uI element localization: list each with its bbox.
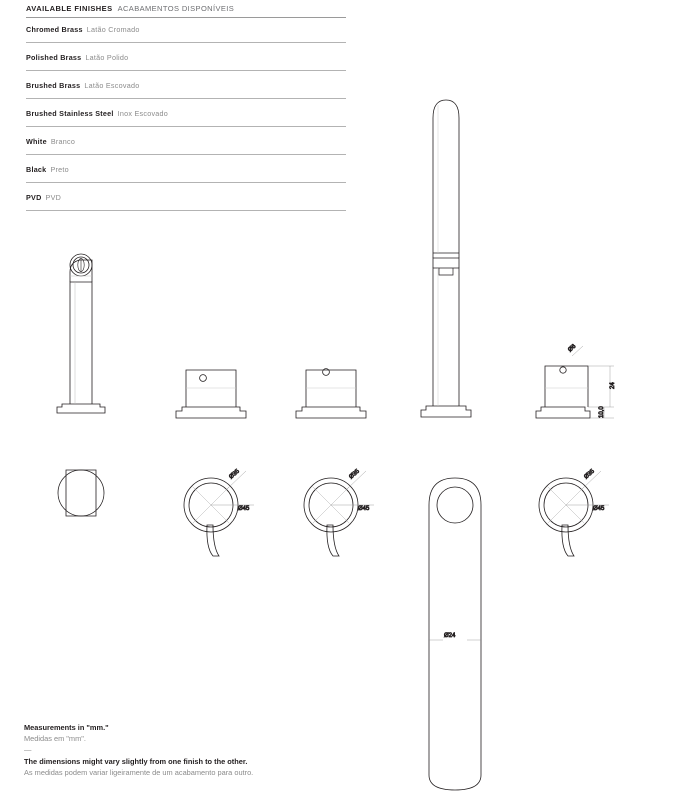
drawing-handspray-plan <box>58 470 104 516</box>
note-measurements-pt: Medidas em "mm". <box>24 734 86 743</box>
finishes-title-en: AVAILABLE FINISHES <box>26 4 113 13</box>
finish-label-en: Black <box>26 165 47 174</box>
drawing-valve1-elevation <box>176 370 246 418</box>
finish-label-pt: Preto <box>50 165 69 174</box>
dim-handle-diameter: Ø45 <box>238 506 250 512</box>
dim-plate-depth: 24 <box>610 382 616 389</box>
dim-spout-diameter: Ø24 <box>444 633 456 639</box>
dim-handle-small: Ø35 <box>228 468 241 481</box>
dim-handle-diameter: Ø45 <box>358 506 370 512</box>
dim-plate-offset: 10,0 <box>599 406 605 418</box>
finish-label-en: PVD <box>26 193 42 202</box>
finish-label-pt: PVD <box>45 193 62 202</box>
drawing-valve3-plan <box>539 478 593 556</box>
finish-label-pt: Inox Escovado <box>117 109 169 118</box>
finish-label-pt: Latão Cromado <box>86 25 140 34</box>
finish-label-pt: Latão Escovado <box>84 81 140 90</box>
dim-handle-diameter: Ø45 <box>593 506 605 512</box>
drawing-valve2-elevation <box>296 369 366 418</box>
drawing-spout-elevation <box>421 100 471 417</box>
note-variation-pt: As medidas podem variar ligeiramente de um acabamento para outro. <box>24 768 254 777</box>
finishes-title-pt: ACABAMENTOS DISPONÍVEIS <box>117 4 235 13</box>
finish-label-en: Brushed Stainless Steel <box>26 109 114 118</box>
finish-label-en: Polished Brass <box>26 53 82 62</box>
finish-label-pt: Branco <box>50 137 76 146</box>
dimension-valve1-plan <box>211 468 254 512</box>
finish-label-en: White <box>26 137 47 146</box>
note-variation-en: The dimensions might vary slightly from one finish to the other. <box>24 757 248 766</box>
dim-handle-small: Ø35 <box>348 468 361 481</box>
finish-label-pt: Latão Polido <box>85 53 129 62</box>
finish-label-en: Chromed Brass <box>26 25 83 34</box>
drawing-valve2-plan <box>304 478 358 556</box>
note-divider: — <box>24 745 32 754</box>
dim-plate-small: Ø6 <box>567 343 578 354</box>
finish-label-en: Brushed Brass <box>26 81 81 90</box>
note-measurements-en: Measurements in "mm." <box>24 723 109 732</box>
drawing-valve1-plan <box>184 478 238 556</box>
drawing-valve3-elevation <box>536 366 590 418</box>
footer-notes <box>24 722 444 778</box>
dim-handle-small: Ø35 <box>583 468 596 481</box>
drawing-handspray-elevation <box>57 254 105 413</box>
dimension-valve2-plan <box>331 468 374 512</box>
dimension-valve3-plan <box>566 468 609 512</box>
